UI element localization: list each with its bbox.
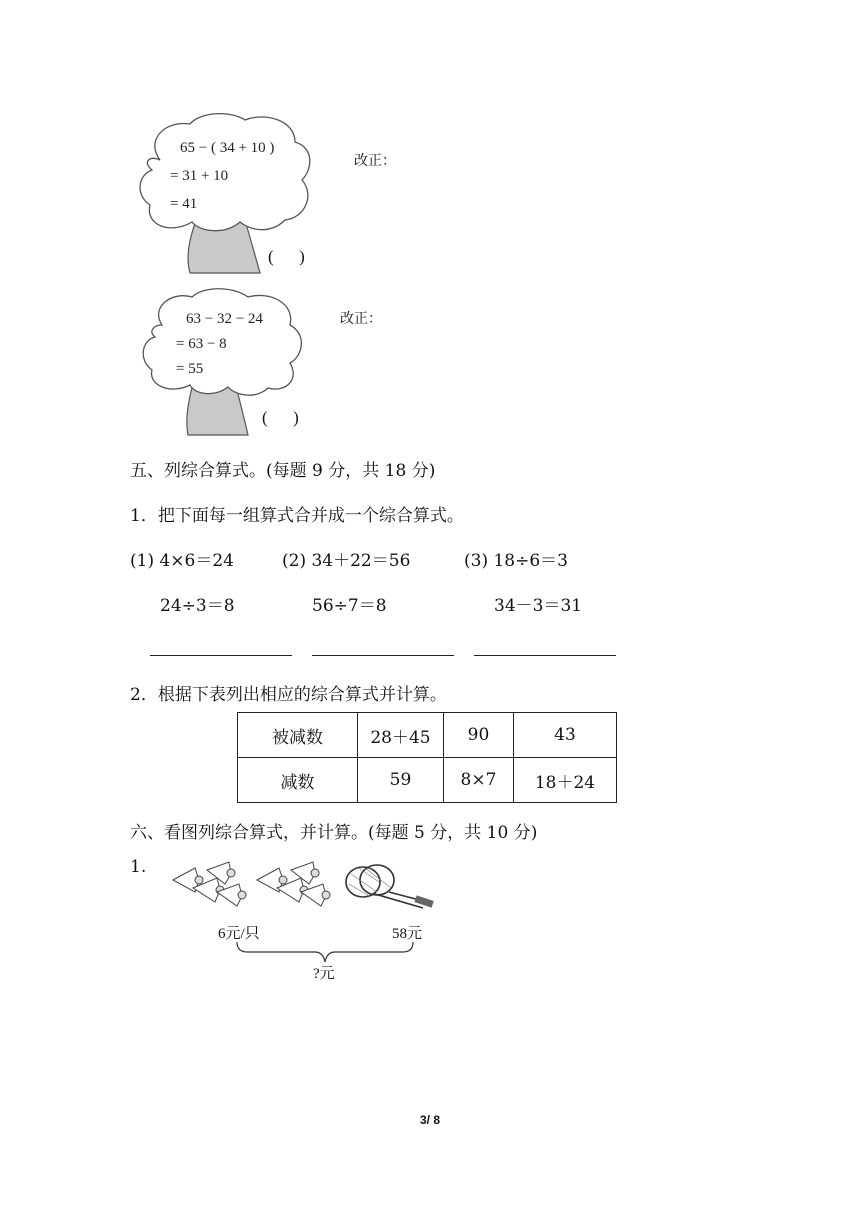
answer-blank-3[interactable]: [474, 655, 616, 656]
group-1-line-2: 24÷3＝8: [160, 596, 235, 616]
shuttlecock-price-label: 6元/只: [218, 926, 260, 942]
tree-illustration-icon: [130, 285, 330, 440]
racket-price-label: 58元: [392, 926, 423, 942]
tree-2-answer-paren[interactable]: ( ): [262, 408, 299, 427]
tree-1-line-3: = 41: [170, 196, 198, 212]
table-cell: 8×7: [444, 758, 514, 803]
shuttlecocks-and-rackets-icon: [165, 858, 445, 928]
table-cell: 28＋45: [358, 713, 444, 758]
table-row: [238, 713, 617, 758]
tree-1-line-1: 65 − ( 34 + 10 ): [180, 140, 275, 156]
tree-2-line-2: = 63 − 8: [176, 336, 227, 352]
tree-1-line-2: = 31 + 10: [170, 168, 229, 184]
tree-problem-1: [130, 110, 330, 280]
section-6-heading: 六、看图列综合算式，并计算。(每题 5 分，共 10 分): [130, 823, 538, 843]
page-number: 3/ 8: [419, 1113, 440, 1127]
group-2-line-2: 56÷7＝8: [312, 596, 387, 616]
answer-blank-2[interactable]: [312, 655, 454, 656]
total-price-label: ?元: [313, 966, 335, 982]
table-row: [238, 758, 617, 803]
group-3-line-2: 34－3＝31: [494, 596, 583, 616]
table-cell: 43: [514, 713, 617, 758]
table-cell: 被减数: [238, 713, 358, 758]
section-5-q2-text: 2．根据下表列出相应的综合算式并计算。: [130, 685, 447, 705]
tree-2-line-1: 63 − 32 − 24: [186, 311, 263, 327]
table-cell: 59: [358, 758, 444, 803]
table-cell: 90: [444, 713, 514, 758]
group-3-line-1: (3) 18÷6＝3: [464, 551, 568, 571]
table-cell: 减数: [238, 758, 358, 803]
section-6-q1-number: 1.: [130, 857, 147, 877]
total-brace-icon: [235, 940, 415, 964]
subtraction-table: [237, 712, 617, 803]
table-cell: 18＋24: [514, 758, 617, 803]
tree-1-answer-paren[interactable]: ( ): [268, 247, 305, 266]
tree-1-fix-label: 改正：: [354, 153, 396, 169]
section-5-q1-text: 1．把下面每一组算式合并成一个综合算式。: [130, 506, 464, 526]
tree-2-line-3: = 55: [176, 361, 204, 377]
group-2-line-1: (2) 34＋22＝56: [282, 551, 411, 571]
answer-blank-1[interactable]: [150, 655, 292, 656]
group-1-line-1: (1) 4×6＝24: [130, 551, 234, 571]
tree-2-fix-label: 改正：: [340, 311, 382, 327]
tree-problem-2: [130, 285, 330, 440]
section-5-heading: 五、列综合算式。(每题 9 分，共 18 分): [130, 461, 436, 481]
